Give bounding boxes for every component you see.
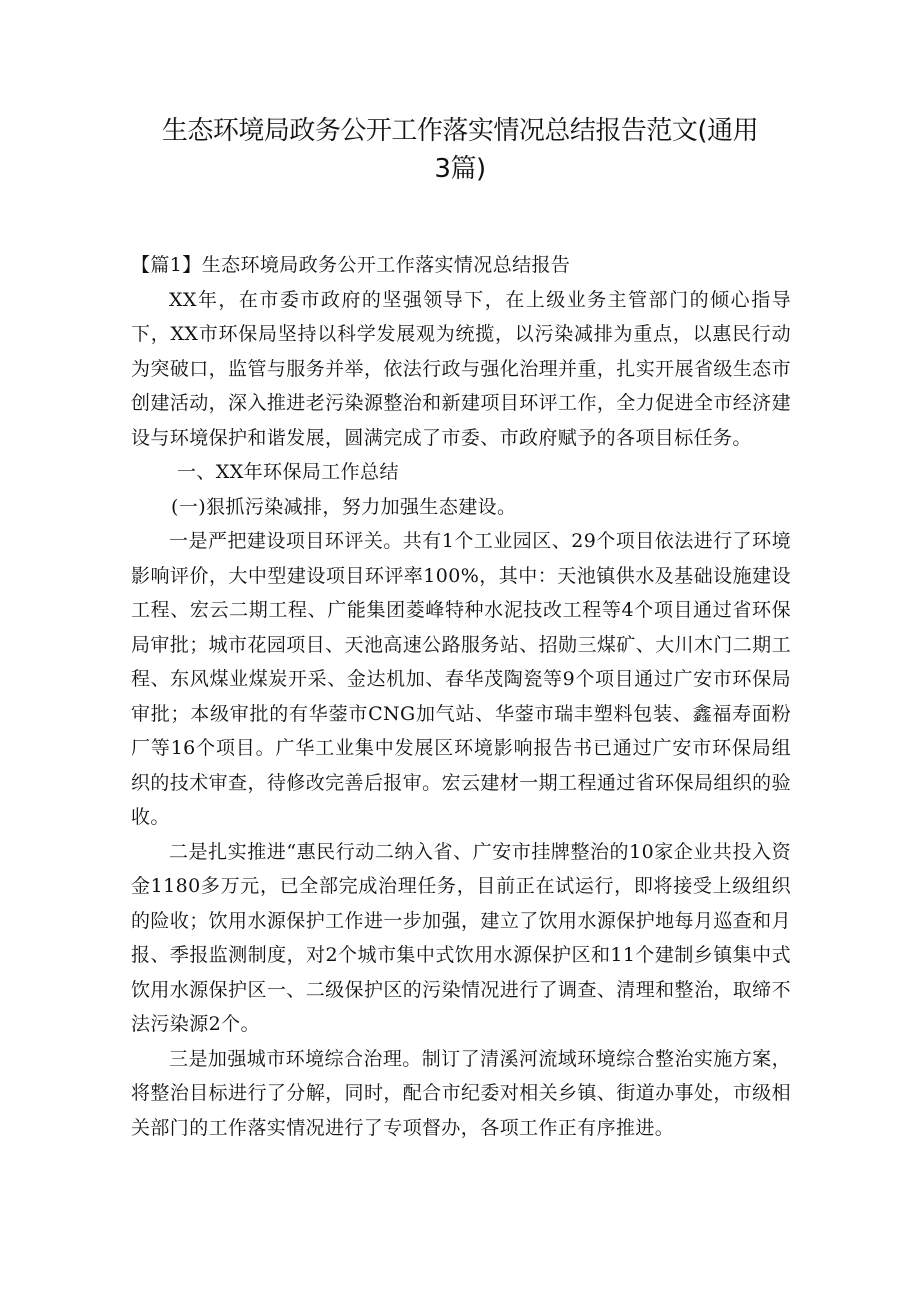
paragraph-urban-environment: 三是加强城市环境综合治理。制订了清溪河流域环境综合整治实施方案，将整治目标进行了分解，同时，配合市纪委对相关乡镇、街道办事处，市级相关部门的工作落实情况进行了专项督办，各项工作正有序推进。 xyxy=(131,1047,791,1139)
document-title xyxy=(140,112,780,188)
section-heading: 一、XX年环保局工作总结 xyxy=(177,461,399,483)
document-title-line2: 3篇) xyxy=(434,154,486,184)
document-title-line1: 生态环境局政务公开工作落实情况总结报告范文(通用 xyxy=(161,116,759,146)
paragraph-huimin: 二是扎实推进“惠民行动二纳入省、广安市挂牌整治的10家企业共投入资金1180多万元，已全部完成治理任务，目前正在试运行，即将接受上级组织的险收；饮用水源保护工作进一步加强，建立了饮用水源保护地每月巡查和月报、季报监测制度，对2个城市集中式饮用水源保护区和11个建制乡镇集中式饮用水源保护区一、二级保护区的污染情况进行了调查、清理和整治，取缔不法污染源2个。 xyxy=(131,840,791,1035)
intro-paragraph: XX年，在市委市政府的坚强领导下，在上级业务主管部门的倾心指导下，XX市环保局坚持以科学发展观为统揽，以污染减排为重点，以惠民行动为突破口，监管与服务并举，依法行政与强化治理并重，扎实开展省级生态市创建活动，深入推进老污染源整治和新建项目环评工作，全力促进全市经济建设与环境保护和谐发展，圆满完成了市委、市政府赋予的各项目标任务。 xyxy=(131,288,791,449)
document-body xyxy=(131,248,791,1145)
paragraph-eia: 一是严把建设项目环评关。共有1个工业园区、29个项目依法进行了环境影响评价，大中型建设项目环评率100%，其中：天池镇供水及基础设施建设工程、宏云二期工程、广能集团菱峰特种水泥技改工程等4个项目通过省环保局审批；城市花园项目、天池高速公路服务站、招勋三煤矿、大川木门二期工程、东风煤业煤炭开采、金达机加、春华茂陶瓷等9个项目通过广安市环保局审批；本级审批的有华蓥市CNG加气站、华蓥市瑞丰塑料包装、鑫福寿面粉厂等16个项目。广华工业集中发展区环境影响报告书已通过广安市环保局组织的技术审查，待修改完善后报审。宏云建材一期工程通过省环保局组织的验收。 xyxy=(131,530,791,828)
subsection-heading: (一)狠抓污染减排，努力加强生态建设。 xyxy=(171,495,517,518)
article-heading: 【篇1】生态环境局政务公开工作落实情况总结报告 xyxy=(131,254,571,276)
